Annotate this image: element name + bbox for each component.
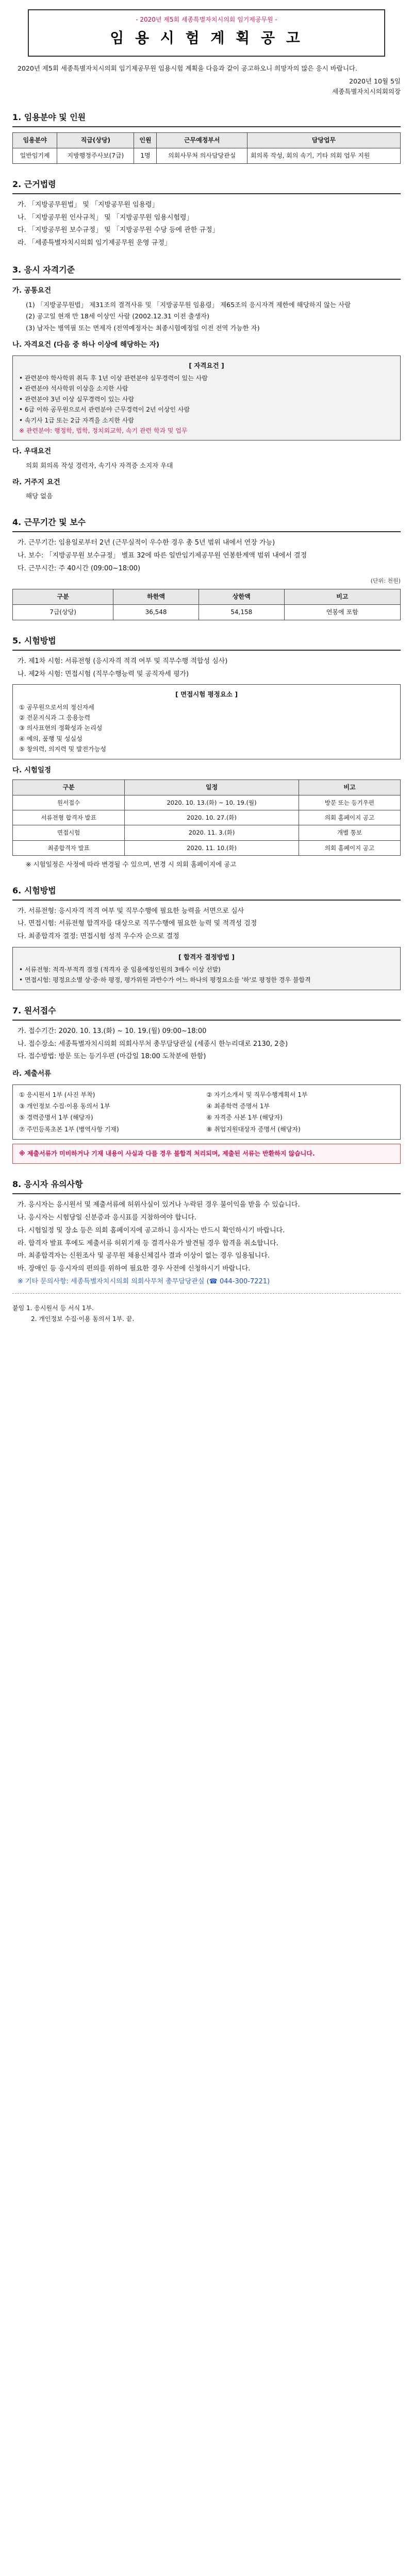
contact-info: ※ 기타 문의사항: 세종특별자치시의회 의회사무처 총무담당관실 (☎ 044-300-7221) bbox=[18, 1277, 270, 1285]
table-cell: 2020. 10. 13.(화) ~ 10. 19.(월) bbox=[125, 795, 299, 810]
table-cell: 2020. 11. 10.(화) bbox=[125, 840, 299, 855]
pass-decision-item: • 서류전형: 적격·부적격 결정 (적격자 중 임용예정인원의 3배수 이상 선발) bbox=[19, 966, 221, 974]
section-6-title: 6. 시험방법 bbox=[12, 884, 401, 901]
notice-title-box bbox=[28, 9, 385, 57]
document-item: ② 자기소개서 및 직무수행계획서 1부 bbox=[206, 1091, 308, 1098]
document-item: ⑥ 자격증 사본 1부 (해당자) bbox=[206, 1114, 283, 1122]
pass-decision-item: • 면접시험: 평정요소별 상·중·하 평정, 평가위원 과반수가 어느 하나의 평정요소를 '하'로 평정한 경우 불합격 bbox=[19, 976, 311, 984]
table-row bbox=[13, 795, 401, 810]
attachment-note bbox=[12, 1303, 401, 1325]
method-item: 나. 면접시험: 서류전형 합격자를 대상으로 직무수행에 필요한 능력 및 적격성 검정 bbox=[18, 920, 257, 928]
table-cell: 면접시험 bbox=[13, 825, 125, 840]
table-cell: 2020. 10. 27.(화) bbox=[125, 810, 299, 825]
issue-signature bbox=[12, 76, 401, 97]
pass-decision-box bbox=[12, 947, 401, 990]
document-item: ④ 최종학력 증명서 1부 bbox=[206, 1103, 270, 1110]
common-req-item: (2) 공고일 현재 만 18세 이상인 사람 (2002.12.31 이전 출생자) bbox=[26, 312, 209, 320]
schedule-header: 일정 bbox=[125, 780, 299, 795]
document-item: ⑧ 취업지원대상자 증명서 (해당자) bbox=[206, 1125, 301, 1133]
recruit-header: 직급(상당) bbox=[57, 132, 134, 148]
schedule-note: ※ 시험일정은 사정에 따라 변경될 수 있으며, 변경 시 의회 홈페이지에 공고 bbox=[26, 860, 237, 868]
notice-title: 임 용 시 험 계 획 공 고 bbox=[110, 29, 303, 46]
qualification-item: • 관련분야 학사학위 취득 후 1년 이상 관련분야 실무경력이 있는 사람 bbox=[19, 375, 208, 382]
table-cell: 회의록 작성, 회의 속기, 기타 의회 업무 지원 bbox=[247, 148, 400, 163]
caution-item: 라. 합격자 발표 후에도 제출서류 허위기재 등 결격사유가 발견될 경우 합격을 취소합니다. bbox=[18, 1239, 278, 1247]
documents-box bbox=[12, 1084, 401, 1140]
table-cell: 개별 통보 bbox=[299, 825, 400, 840]
interview-criteria-title: [ 면접시험 평정요소 ] bbox=[175, 690, 238, 699]
recruit-header: 근무예정부서 bbox=[157, 132, 247, 148]
section-7-title: 7. 원서접수 bbox=[12, 1004, 401, 1021]
pay-header: 비고 bbox=[284, 589, 400, 604]
qualification-box bbox=[12, 355, 401, 441]
documents-warning-text: ※ 제출서류가 미비하거나 기재 내용이 사실과 다를 경우 불합격 처리되며, 제출된 서류는 반환하지 않습니다. bbox=[19, 1150, 315, 1158]
table-row bbox=[13, 825, 401, 840]
documents-title: 라. 제출서류 bbox=[12, 1070, 52, 1078]
apply-item: 다. 접수방법: 방문 또는 등기우편 (마감일 18:00 도착분에 한함) bbox=[18, 1053, 206, 1061]
table-cell: 원서접수 bbox=[13, 795, 125, 810]
law-item: 가. 「지방공무원법」 및 「지방공무원 임용령」 bbox=[18, 200, 159, 209]
period-item: 가. 근무기간: 임용일로부터 2년 (근무실적이 우수한 경우 총 5년 범위 내에서 연장 가능) bbox=[18, 539, 275, 547]
residence-title: 라. 거주지 요건 bbox=[12, 478, 60, 486]
table-cell: 7급(상당) bbox=[13, 604, 113, 620]
schedule-header: 구분 bbox=[13, 780, 125, 795]
pay-table-caption: (단위: 천원) bbox=[370, 577, 401, 584]
law-item: 다. 「지방공무원 보수규정」 및 「지방공무원 수당 등에 관한 규정」 bbox=[18, 226, 219, 234]
common-req-item: (3) 남자는 병역필 또는 면제자 (전역예정자는 최종시험예정일 이전 전역 가능한 자) bbox=[26, 324, 260, 332]
table-cell: 의회 홈페이지 공고 bbox=[299, 840, 400, 855]
caution-item: 다. 시험일정 및 장소 등은 의회 홈페이지에 공고하니 응시자는 반드시 확인하시기 바랍니다. bbox=[18, 1226, 285, 1234]
criteria-item: ① 공무원으로서의 정신자세 bbox=[19, 703, 94, 711]
common-req-item: (1) 「지방공무원법」 제31조의 결격사유 및 「지방공무원 임용령」 제65조의 응시자격 제한에 해당하지 않는 사람 bbox=[26, 300, 351, 309]
table-cell: 54,158 bbox=[199, 604, 284, 620]
document-item: ① 응시원서 1부 (사진 부착) bbox=[19, 1091, 95, 1098]
table-cell: 2020. 11. 3.(화) bbox=[125, 825, 299, 840]
section-2-title: 2. 근거법령 bbox=[12, 177, 401, 194]
section-4-title: 4. 근무기간 및 보수 bbox=[12, 515, 401, 532]
table-cell: 최종합격자 발표 bbox=[13, 840, 125, 855]
law-item: 나. 「지방공무원 인사규칙」 및 「지방공무원 임용시험령」 bbox=[18, 213, 193, 222]
documents-list bbox=[19, 1089, 394, 1136]
schedule-title: 다. 시험일정 bbox=[12, 766, 52, 774]
apply-item: 나. 접수장소: 세종특별자치시의회 의회사무처 총무담당관실 (세종시 한누리대로 2130, 2층) bbox=[18, 1040, 288, 1048]
table-row bbox=[13, 148, 401, 163]
law-item: 라. 「세종특별자치시의회 임기제공무원 운영 규정」 bbox=[18, 239, 171, 247]
residence-text: 해당 없음 bbox=[26, 492, 53, 500]
divider bbox=[12, 1293, 401, 1294]
common-req-title: 가. 공통요건 bbox=[12, 286, 52, 295]
recruit-header: 임용분야 bbox=[13, 132, 57, 148]
table-cell: 의회사무처 의사담당관실 bbox=[157, 148, 247, 163]
table-cell: 의회 홈페이지 공고 bbox=[299, 810, 400, 825]
apply-item: 가. 접수기간: 2020. 10. 13.(화) ~ 10. 19.(월) 09:00~18:00 bbox=[18, 1027, 207, 1035]
issuer-name: 세종특별자치시의회의장 bbox=[332, 87, 401, 95]
pay-table bbox=[12, 589, 401, 620]
caution-item: 마. 최종합격자는 신원조사 및 공무원 채용신체검사 결과 이상이 없는 경우 임용됩니다. bbox=[18, 1252, 270, 1260]
notice-subtitle: - 2020년 제5회 세종특별자치시의회 임기제공무원 - bbox=[136, 16, 277, 23]
section-1-title: 1. 임용분야 및 인원 bbox=[12, 110, 401, 127]
intro-text: 2020년 제5회 세종특별자치시의회 임기제공무원 임용시험 계획을 다음과 같이 공고하오니 희망자의 많은 응시 바랍니다. bbox=[18, 64, 357, 72]
hours-item: 다. 근무시간: 주 40시간 (09:00~18:00) bbox=[18, 564, 141, 572]
schedule-header: 비고 bbox=[299, 780, 400, 795]
issue-date: 2020년 10월 5일 bbox=[349, 77, 401, 85]
recruit-header: 담당업무 bbox=[247, 132, 400, 148]
table-cell: 서류전형 합격자 발표 bbox=[13, 810, 125, 825]
section-8-title: 8. 응시자 유의사항 bbox=[12, 1177, 401, 1194]
caution-item: 나. 응시자는 시험당일 신분증과 응시표를 지참하여야 합니다. bbox=[18, 1214, 197, 1222]
caution-item: 바. 장애인 등 응시자의 편의를 위하여 필요한 경우 사전에 신청하시기 바랍니다. bbox=[18, 1265, 251, 1273]
document-item: ⑤ 경력증명서 1부 (해당자) bbox=[19, 1114, 93, 1122]
criteria-item: ③ 의사표현의 정확성과 논리성 bbox=[19, 724, 103, 732]
qualification-title: 나. 자격요건 (다음 중 하나 이상에 해당하는 자) bbox=[12, 341, 160, 349]
table-cell: 방문 또는 등기우편 bbox=[299, 795, 400, 810]
preference-text: 의회 회의록 작성 경력자, 속기사 자격증 소지자 우대 bbox=[26, 461, 173, 469]
schedule-table bbox=[12, 779, 401, 856]
table-row bbox=[13, 604, 401, 620]
qualification-box-title: [ 자격요건 ] bbox=[189, 361, 224, 369]
qualification-note: ※ 관련분야: 행정학, 법학, 정치외교학, 속기 관련 학과 및 업무 bbox=[19, 427, 188, 434]
attachment-line: 2. 개인정보 수집·이용 동의서 1부. 끝. bbox=[31, 1315, 135, 1323]
section-3-title: 3. 응시 자격기준 bbox=[12, 263, 401, 280]
recruit-table bbox=[12, 132, 401, 164]
pass-decision-title: [ 합격자 결정방법 ] bbox=[178, 953, 235, 961]
section-5-title: 5. 시험방법 bbox=[12, 634, 401, 651]
table-cell: 일반임기제 bbox=[13, 148, 57, 163]
method-item: 다. 최종합격자 결정: 면접시험 성적 우수자 순으로 결정 bbox=[18, 933, 179, 941]
criteria-item: ② 전문지식과 그 응용능력 bbox=[19, 714, 91, 721]
table-cell: 연봉에 포함 bbox=[284, 604, 400, 620]
criteria-item: ④ 예의, 품행 및 성실성 bbox=[19, 735, 82, 742]
pay-header: 구분 bbox=[13, 589, 113, 604]
exam-step: 나. 제2차 시험: 면접시험 (직무수행능력 및 공직자세 평가) bbox=[18, 670, 189, 678]
table-row bbox=[13, 840, 401, 855]
interview-criteria-box bbox=[12, 684, 401, 759]
document-item: ③ 개인정보 수집·이용 동의서 1부 bbox=[19, 1103, 110, 1110]
pay-item: 나. 보수: 「지방공무원 보수규정」 별표 32에 따른 일반임기제공무원 연봉한계액 범위 내에서 결정 bbox=[18, 552, 307, 560]
method-item: 가. 서류전형: 응시자격 적격 여부 및 직무수행에 필요한 능력을 서면으로 심사 bbox=[18, 907, 244, 915]
table-cell: 1명 bbox=[134, 148, 157, 163]
recruit-header: 인원 bbox=[134, 132, 157, 148]
qualification-item: • 6급 이하 공무원으로서 관련분야 근무경력이 2년 이상인 사람 bbox=[19, 406, 190, 414]
caution-item: 가. 응시자는 응시원서 및 제출서류에 허위사실이 있거나 누락된 경우 불이익을 받을 수 있습니다. bbox=[18, 1201, 300, 1209]
qualification-item: • 관련분야 석사학위 이상을 소지한 사람 bbox=[19, 385, 128, 393]
table-cell: 36,548 bbox=[113, 604, 199, 620]
attachment-line: 붙임 1. 응시원서 등 서식 1부. bbox=[12, 1304, 94, 1312]
table-row bbox=[13, 810, 401, 825]
documents-warning bbox=[12, 1144, 401, 1164]
qualification-item: • 관련분야 3년 이상 실무경력이 있는 사람 bbox=[19, 395, 135, 403]
table-cell: 지방행정주사보(7급) bbox=[57, 148, 134, 163]
qualification-item: • 속기사 1급 또는 2급 자격을 소지한 사람 bbox=[19, 416, 134, 424]
preference-title: 다. 우대요건 bbox=[12, 447, 52, 456]
criteria-item: ⑤ 창의력, 의지력 및 발전가능성 bbox=[19, 745, 106, 753]
exam-step: 가. 제1차 시험: 서류전형 (응시자격 적격 여부 및 직무수행 적합성 심사) bbox=[18, 657, 228, 665]
pay-header: 하한액 bbox=[113, 589, 199, 604]
document-item: ⑦ 주민등록초본 1부 (병역사항 기재) bbox=[19, 1125, 119, 1133]
pay-header: 상한액 bbox=[199, 589, 284, 604]
